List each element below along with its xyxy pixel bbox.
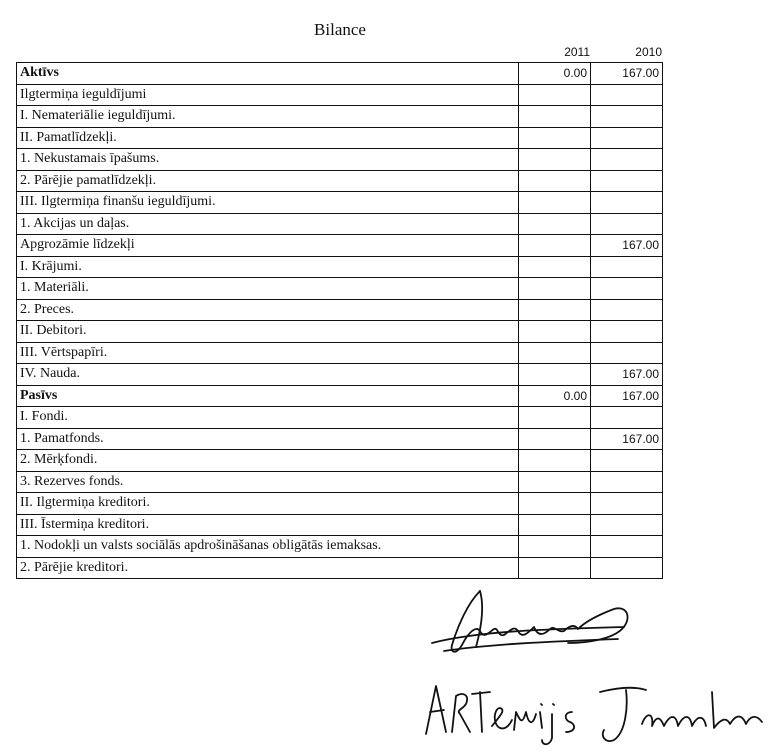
value-2010 bbox=[591, 84, 663, 106]
value-2010 bbox=[591, 557, 663, 579]
year-header-2011: 2011 bbox=[564, 45, 590, 59]
row-label: III. Vērtspapīri. bbox=[17, 342, 519, 364]
table-row bbox=[17, 192, 663, 214]
value-2010 bbox=[591, 514, 663, 536]
table-row bbox=[17, 385, 663, 407]
table-row bbox=[17, 514, 663, 536]
row-label: Pasīvs bbox=[17, 385, 519, 407]
row-label: II. Ilgtermiņa kreditori. bbox=[17, 493, 519, 515]
table-row bbox=[17, 342, 663, 364]
value-2010 bbox=[591, 471, 663, 493]
value-2010 bbox=[591, 149, 663, 171]
row-label: II. Debitori. bbox=[17, 321, 519, 343]
value-2010 bbox=[591, 493, 663, 515]
row-label: I. Fondi. bbox=[17, 407, 519, 429]
row-label: 1. Materiāli. bbox=[17, 278, 519, 300]
value-2011 bbox=[519, 213, 591, 235]
value-2011 bbox=[519, 299, 591, 321]
value-2011 bbox=[519, 278, 591, 300]
table-row bbox=[17, 557, 663, 579]
value-2010 bbox=[591, 342, 663, 364]
value-2010 bbox=[591, 321, 663, 343]
value-2010 bbox=[591, 299, 663, 321]
balance-table bbox=[16, 62, 663, 579]
value-2011 bbox=[519, 256, 591, 278]
table-row bbox=[17, 471, 663, 493]
value-2010 bbox=[591, 106, 663, 128]
row-label: 1. Pamatfonds. bbox=[17, 428, 519, 450]
year-header-2010: 2010 bbox=[635, 45, 662, 59]
value-2011 bbox=[519, 557, 591, 579]
value-2010 bbox=[591, 536, 663, 558]
value-2011 bbox=[519, 364, 591, 386]
value-2010 bbox=[591, 192, 663, 214]
signature-name bbox=[420, 672, 770, 752]
value-2011 bbox=[519, 84, 591, 106]
value-2011 bbox=[519, 342, 591, 364]
value-2011 bbox=[519, 493, 591, 515]
row-label: I. Nemateriālie ieguldījumi. bbox=[17, 106, 519, 128]
value-2010 bbox=[591, 127, 663, 149]
row-label: Apgrozāmie līdzekļi bbox=[17, 235, 519, 257]
row-label: Ilgtermiņa ieguldījumi bbox=[17, 84, 519, 106]
value-2011 bbox=[519, 127, 591, 149]
row-label: 2. Mērķfondi. bbox=[17, 450, 519, 472]
table-row bbox=[17, 364, 663, 386]
value-2011 bbox=[519, 192, 591, 214]
table-row bbox=[17, 149, 663, 171]
value-2011 bbox=[519, 471, 591, 493]
table-row bbox=[17, 213, 663, 235]
value-2011 bbox=[519, 321, 591, 343]
row-label: IV. Nauda. bbox=[17, 364, 519, 386]
table-row bbox=[17, 278, 663, 300]
value-2011 bbox=[519, 170, 591, 192]
row-label: III. Īstermiņa kreditori. bbox=[17, 514, 519, 536]
value-2011 bbox=[519, 514, 591, 536]
page-title: Bilance bbox=[314, 20, 366, 39]
table-row bbox=[17, 84, 663, 106]
row-label: 1. Nekustamais īpašums. bbox=[17, 149, 519, 171]
value-2010 bbox=[591, 170, 663, 192]
table-row bbox=[17, 428, 663, 450]
table-row bbox=[17, 235, 663, 257]
table-row bbox=[17, 170, 663, 192]
table-row bbox=[17, 321, 663, 343]
table-row bbox=[17, 256, 663, 278]
table-row bbox=[17, 63, 663, 85]
row-label: I. Krājumi. bbox=[17, 256, 519, 278]
value-2011 bbox=[519, 428, 591, 450]
table-row bbox=[17, 450, 663, 472]
table-row bbox=[17, 493, 663, 515]
value-2011 bbox=[519, 235, 591, 257]
row-label: 2. Preces. bbox=[17, 299, 519, 321]
value-2011 bbox=[519, 536, 591, 558]
value-2011 bbox=[519, 149, 591, 171]
table-row bbox=[17, 407, 663, 429]
value-2011 bbox=[519, 106, 591, 128]
value-2010 bbox=[591, 256, 663, 278]
value-2010: 167.00 bbox=[591, 428, 663, 450]
signature-scrawl bbox=[418, 585, 638, 665]
row-label: III. Ilgtermiņa finanšu ieguldījumi. bbox=[17, 192, 519, 214]
value-2011: 0.00 bbox=[519, 385, 591, 407]
row-label: 1. Akcijas un daļas. bbox=[17, 213, 519, 235]
row-label: Aktīvs bbox=[17, 63, 519, 85]
row-label: 2. Pārējie kreditori. bbox=[17, 557, 519, 579]
value-2011 bbox=[519, 450, 591, 472]
value-2010 bbox=[591, 450, 663, 472]
table-row bbox=[17, 127, 663, 149]
row-label: 3. Rezerves fonds. bbox=[17, 471, 519, 493]
table-row bbox=[17, 299, 663, 321]
table-row bbox=[17, 106, 663, 128]
value-2010: 167.00 bbox=[591, 385, 663, 407]
value-2010 bbox=[591, 278, 663, 300]
table-row bbox=[17, 536, 663, 558]
value-2010: 167.00 bbox=[591, 63, 663, 85]
value-2010: 167.00 bbox=[591, 364, 663, 386]
row-label: 2. Pārējie pamatlīdzekļi. bbox=[17, 170, 519, 192]
value-2011: 0.00 bbox=[519, 63, 591, 85]
value-2010 bbox=[591, 213, 663, 235]
row-label: 1. Nodokļi un valsts sociālās apdrošināšanas obligātās iemaksas. bbox=[17, 536, 519, 558]
value-2010: 167.00 bbox=[591, 235, 663, 257]
value-2011 bbox=[519, 407, 591, 429]
value-2010 bbox=[591, 407, 663, 429]
row-label: II. Pamatlīdzekļi. bbox=[17, 127, 519, 149]
